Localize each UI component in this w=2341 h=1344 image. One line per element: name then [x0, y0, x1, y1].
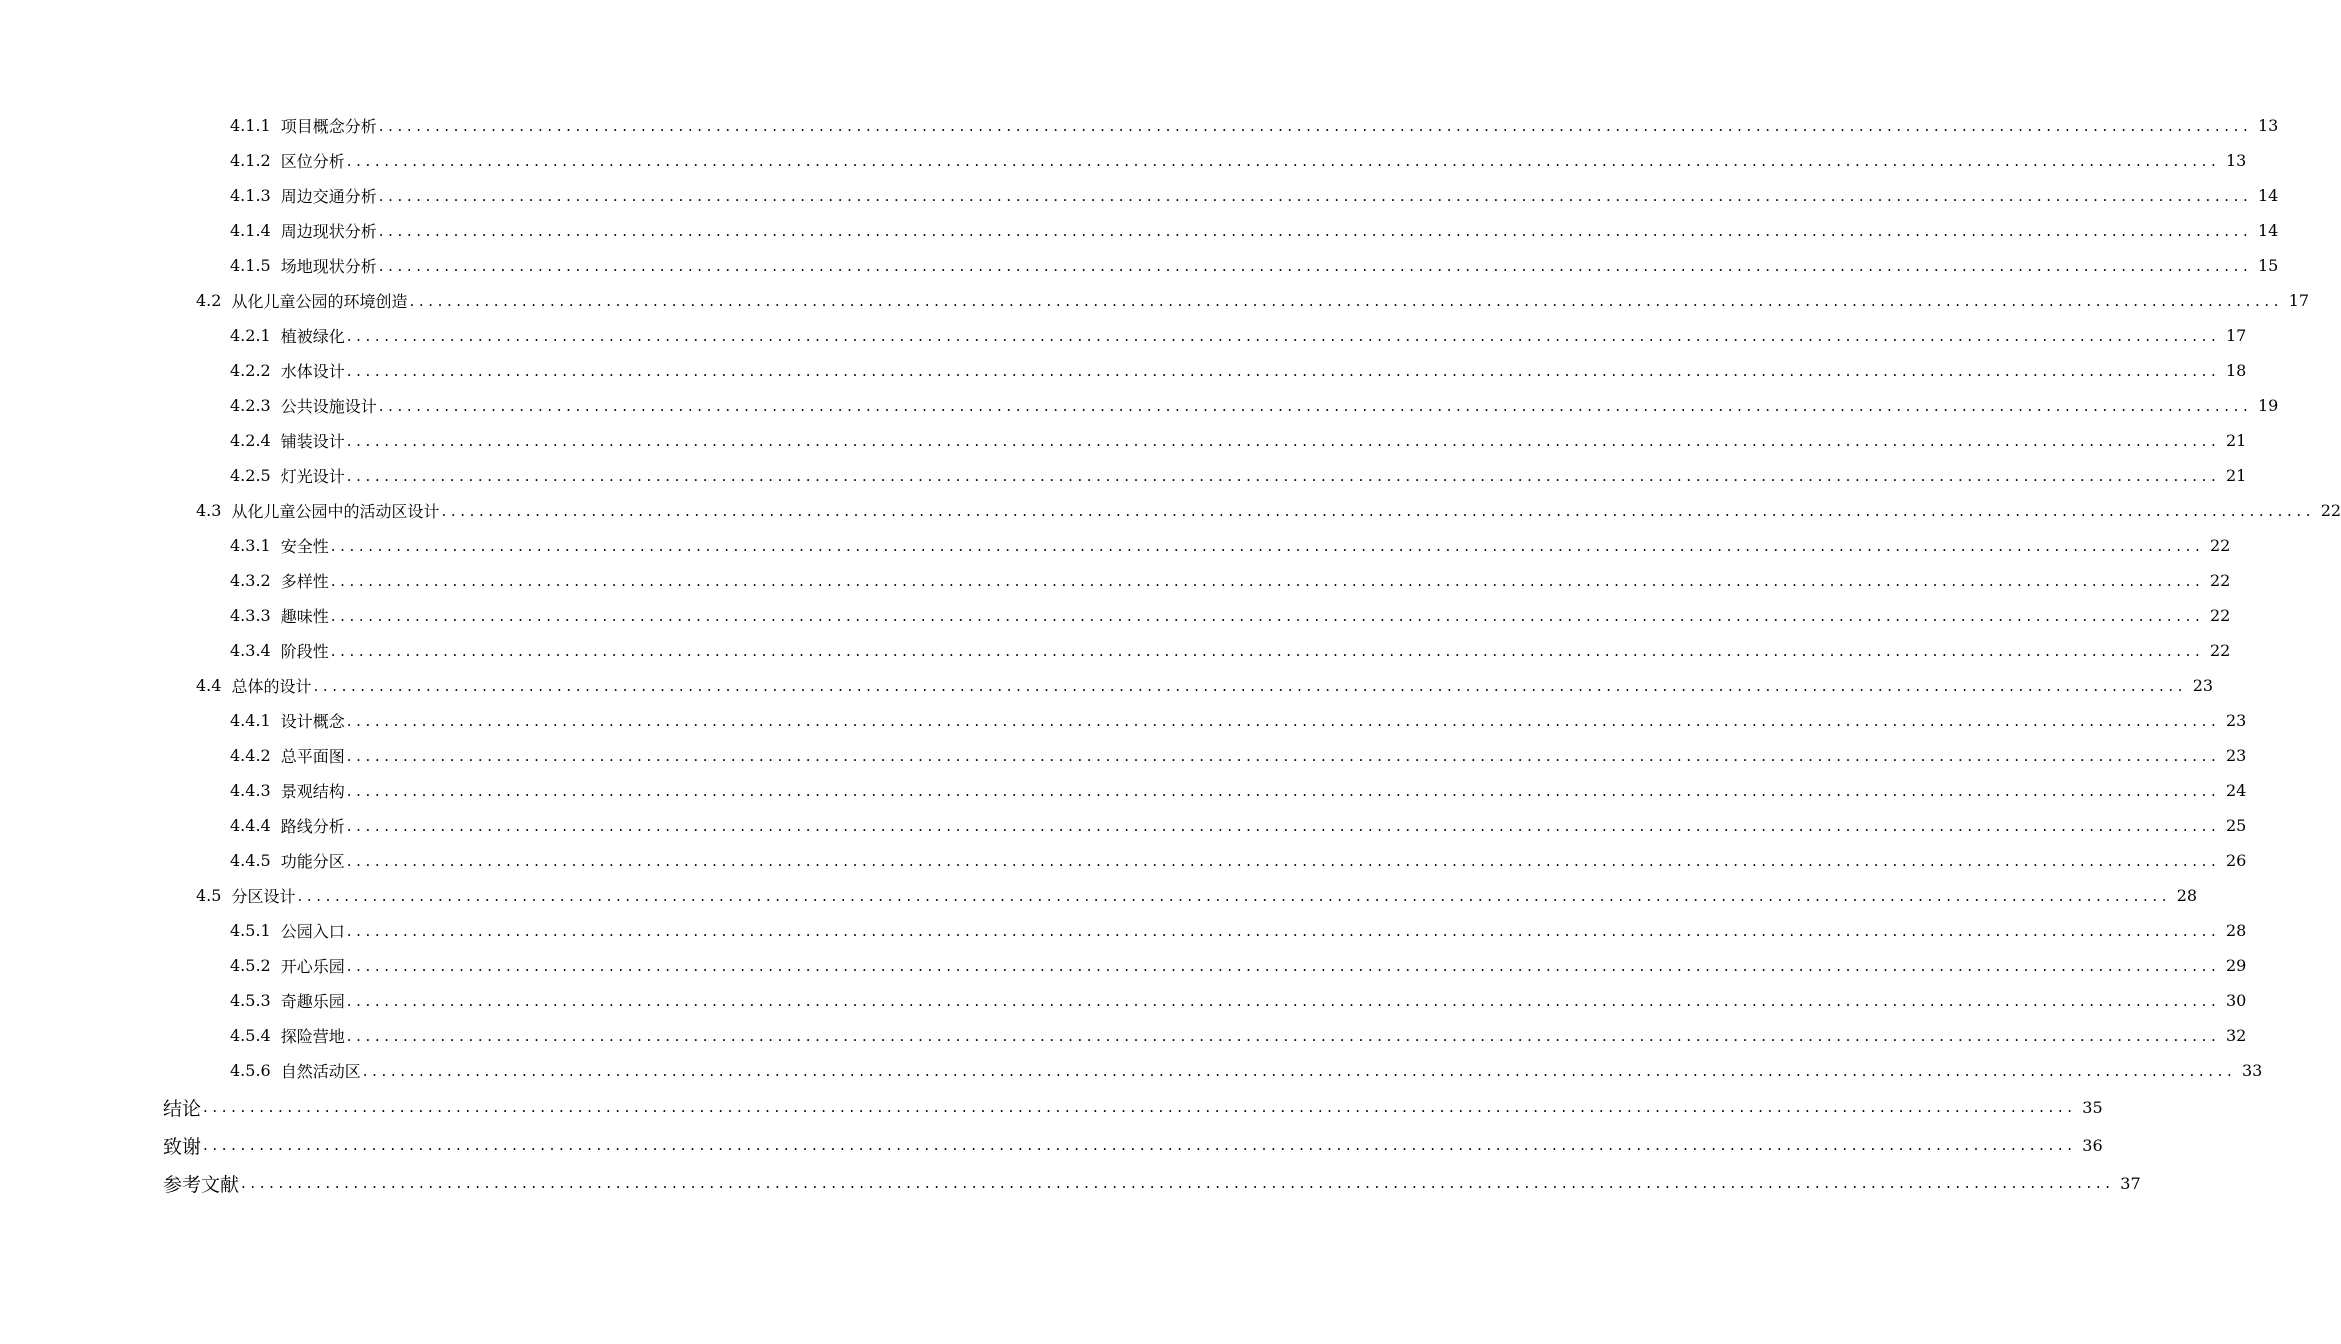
toc-entry[interactable]	[0, 423, 2247, 458]
toc-entry-page-number: 29	[2226, 956, 2247, 975]
toc-entry-page-number: 23	[2226, 746, 2247, 765]
dot-leader: ........................................................................................................................................................................................................	[378, 186, 2253, 205]
toc-entry[interactable]	[0, 878, 2198, 913]
toc-entry-page-number: 15	[2258, 256, 2279, 275]
toc-entry[interactable]	[0, 528, 2231, 563]
toc-entry-title: 从化儿童公园的环境创造	[231, 292, 408, 311]
toc-entry[interactable]	[0, 703, 2247, 738]
toc-entry-title: 功能分区	[280, 852, 345, 871]
toc-entry-number: 4.2.5	[230, 466, 271, 485]
toc-entry-number: 4.3	[196, 501, 222, 520]
toc-entry-title: 周边现状分析	[280, 222, 377, 241]
toc-entry-page-number: 30	[2226, 991, 2247, 1010]
toc-entry-number: 4.1.1	[230, 116, 271, 135]
toc-entry-title: 景观结构	[280, 782, 345, 801]
toc-entry-number: 4.4.2	[230, 746, 271, 765]
toc-entry[interactable]	[0, 1126, 2103, 1164]
toc-entry-page-number: 19	[2258, 396, 2279, 415]
toc-entry-title: 植被绿化	[280, 327, 345, 346]
toc-entry-page-number: 17	[2288, 291, 2310, 310]
toc-entry-title: 安全性	[280, 537, 329, 556]
toc-entry-number: 4.4.3	[230, 781, 271, 800]
dot-leader: ........................................................................................................................................................................................................	[203, 1136, 2077, 1154]
toc-entry-number: 4.2.2	[230, 361, 271, 380]
dot-leader: ........................................................................................................................................................................................................	[346, 711, 2221, 730]
toc-entry-title: 场地现状分析	[280, 257, 377, 276]
toc-entry[interactable]	[0, 458, 2247, 493]
toc-entry[interactable]	[0, 1164, 2141, 1202]
toc-entry-page-number: 26	[2226, 851, 2247, 870]
toc-entry-number: 4.5.6	[230, 1061, 271, 1080]
toc-entry-title: 结论	[163, 1097, 202, 1120]
toc-entry-title: 路线分析	[280, 817, 345, 836]
toc-entry[interactable]	[0, 248, 2279, 283]
toc-entry-number: 4.3.3	[230, 606, 271, 625]
dot-leader: ........................................................................................................................................................................................................	[297, 886, 2172, 905]
dot-leader: ........................................................................................................................................................................................................	[203, 1098, 2077, 1116]
dot-leader: ........................................................................................................................................................................................................	[346, 781, 2221, 800]
dot-leader: ........................................................................................................................................................................................................	[378, 116, 2253, 135]
toc-entry-number: 4.3.4	[230, 641, 271, 660]
toc-entry-title: 奇趣乐园	[280, 992, 345, 1011]
toc-entry-page-number: 18	[2226, 361, 2247, 380]
toc-entry[interactable]	[0, 108, 2279, 143]
toc-entry-number: 4.5	[196, 886, 222, 905]
toc-entry-number: 4.5.4	[230, 1026, 271, 1045]
toc-entry-number: 4.2.3	[230, 396, 271, 415]
toc-entry-page-number: 24	[2226, 781, 2247, 800]
toc-entry[interactable]	[0, 283, 2310, 318]
dot-leader: ........................................................................................................................................................................................................	[378, 396, 2253, 415]
dot-leader: ........................................................................................................................................................................................................	[441, 501, 2316, 520]
toc-entry-page-number: 21	[2226, 466, 2247, 485]
toc-entry-page-number: 25	[2226, 816, 2247, 835]
toc-entry-page-number: 13	[2226, 151, 2247, 170]
toc-entry-page-number: 22	[2320, 501, 2341, 520]
toc-entry-page-number: 22	[2210, 606, 2231, 625]
toc-entry-page-number: 37	[2120, 1173, 2141, 1193]
toc-entry-number: 4.3.1	[230, 536, 271, 555]
toc-entry-page-number: 33	[2242, 1061, 2263, 1080]
dot-leader: ........................................................................................................................................................................................................	[313, 676, 2188, 695]
toc-entry-number: 4.4.1	[230, 711, 271, 730]
toc-entry[interactable]	[0, 213, 2279, 248]
dot-leader: ........................................................................................................................................................................................................	[346, 851, 2221, 870]
toc-entry-number: 4.4	[196, 676, 222, 695]
toc-entry-title: 总体的设计	[231, 677, 312, 696]
dot-leader: ........................................................................................................................................................................................................	[346, 746, 2221, 765]
toc-entry-page-number: 28	[2226, 921, 2247, 940]
toc-entry[interactable]	[0, 178, 2279, 213]
toc-entry-title: 自然活动区	[280, 1062, 361, 1081]
toc-entry-title: 致谢	[163, 1135, 202, 1158]
toc-entry-title: 铺装设计	[280, 432, 345, 451]
toc-entry[interactable]	[0, 983, 2247, 1018]
toc-entry-title: 公园入口	[280, 922, 345, 941]
dot-leader: ........................................................................................................................................................................................................	[346, 1026, 2221, 1045]
toc-entry-number: 4.2.1	[230, 326, 271, 345]
toc-entry-page-number: 32	[2226, 1026, 2247, 1045]
toc-entry-title: 总平面图	[280, 747, 345, 766]
toc-entry-page-number: 14	[2258, 186, 2279, 205]
toc-entry-title: 水体设计	[280, 362, 345, 381]
dot-leader: ........................................................................................................................................................................................................	[346, 361, 2221, 380]
toc-entry-page-number: 17	[2226, 326, 2247, 345]
toc-entry[interactable]	[0, 1018, 2247, 1053]
toc-entry-title: 开心乐园	[280, 957, 345, 976]
toc-entry-page-number: 22	[2210, 571, 2231, 590]
toc-entry-page-number: 14	[2258, 221, 2279, 240]
dot-leader: ........................................................................................................................................................................................................	[409, 291, 2284, 310]
toc-entry-title: 多样性	[280, 572, 329, 591]
toc-entry-title: 项目概念分析	[280, 117, 377, 136]
dot-leader: ........................................................................................................................................................................................................	[346, 956, 2221, 975]
toc-entry[interactable]	[0, 913, 2247, 948]
toc-entry[interactable]	[0, 598, 2231, 633]
toc-entry-title: 灯光设计	[280, 467, 345, 486]
toc-entry-page-number: 13	[2258, 116, 2279, 135]
dot-leader: ........................................................................................................................................................................................................	[346, 921, 2221, 940]
toc-entry-number: 4.3.2	[230, 571, 271, 590]
dot-leader: ........................................................................................................................................................................................................	[330, 606, 2205, 625]
toc-entry[interactable]	[0, 843, 2247, 878]
toc-entry-page-number: 22	[2210, 536, 2231, 555]
toc-entry-number: 4.1.3	[230, 186, 271, 205]
toc-entry[interactable]	[0, 773, 2247, 808]
toc-entry[interactable]	[0, 353, 2247, 388]
toc-entry-page-number: 28	[2176, 886, 2198, 905]
dot-leader: ........................................................................................................................................................................................................	[330, 641, 2205, 660]
toc-entry-number: 4.5.3	[230, 991, 271, 1010]
toc-entry-number: 4.4.5	[230, 851, 271, 870]
toc-entry-title: 从化儿童公园中的活动区设计	[231, 502, 440, 521]
toc-entry[interactable]	[0, 738, 2247, 773]
dot-leader: ........................................................................................................................................................................................................	[346, 466, 2221, 485]
table-of-contents	[0, 108, 2341, 1202]
toc-entry[interactable]	[0, 948, 2247, 983]
toc-entry-number: 4.1.5	[230, 256, 271, 275]
toc-entry[interactable]	[0, 1088, 2103, 1126]
toc-entry-number: 4.2.4	[230, 431, 271, 450]
dot-leader: ........................................................................................................................................................................................................	[346, 326, 2221, 345]
toc-entry-number: 4.5.1	[230, 921, 271, 940]
toc-entry-number: 4.1.2	[230, 151, 271, 170]
toc-entry-title: 阶段性	[280, 642, 329, 661]
dot-leader: ........................................................................................................................................................................................................	[378, 221, 2253, 240]
dot-leader: ........................................................................................................................................................................................................	[362, 1061, 2237, 1080]
dot-leader: ........................................................................................................................................................................................................	[378, 256, 2253, 275]
dot-leader: ........................................................................................................................................................................................................	[346, 431, 2221, 450]
toc-entry[interactable]	[0, 808, 2247, 843]
dot-leader: ........................................................................................................................................................................................................	[346, 816, 2221, 835]
dot-leader: ........................................................................................................................................................................................................	[346, 991, 2221, 1010]
dot-leader: ........................................................................................................................................................................................................	[346, 151, 2221, 170]
toc-entry-number: 4.2	[196, 291, 222, 310]
toc-entry[interactable]	[0, 1053, 2263, 1088]
toc-entry-title: 趣味性	[280, 607, 329, 626]
toc-entry[interactable]	[0, 633, 2231, 668]
toc-entry[interactable]	[0, 318, 2247, 353]
toc-entry[interactable]	[0, 563, 2231, 598]
toc-entry-title: 公共设施设计	[280, 397, 377, 416]
dot-leader: ........................................................................................................................................................................................................	[330, 571, 2205, 590]
toc-entry-page-number: 23	[2192, 676, 2214, 695]
toc-entry-title: 设计概念	[280, 712, 345, 731]
toc-entry-title: 参考文献	[163, 1173, 240, 1196]
toc-entry-title: 周边交通分析	[280, 187, 377, 206]
toc-entry-page-number: 23	[2226, 711, 2247, 730]
toc-entry-number: 4.5.2	[230, 956, 271, 975]
toc-entry-number: 4.1.4	[230, 221, 271, 240]
toc-entry[interactable]	[0, 493, 2341, 528]
toc-entry[interactable]	[0, 668, 2214, 703]
dot-leader: ........................................................................................................................................................................................................	[241, 1174, 2115, 1192]
toc-entry-page-number: 22	[2210, 641, 2231, 660]
toc-entry-page-number: 36	[2082, 1135, 2103, 1155]
toc-entry[interactable]	[0, 388, 2279, 423]
toc-entry-title: 分区设计	[231, 887, 296, 906]
toc-entry-number: 4.4.4	[230, 816, 271, 835]
toc-entry-page-number: 21	[2226, 431, 2247, 450]
toc-entry[interactable]	[0, 143, 2247, 178]
toc-entry-title: 探险营地	[280, 1027, 345, 1046]
toc-entry-title: 区位分析	[280, 152, 345, 171]
dot-leader: ........................................................................................................................................................................................................	[330, 536, 2205, 555]
toc-entry-page-number: 35	[2082, 1097, 2103, 1117]
